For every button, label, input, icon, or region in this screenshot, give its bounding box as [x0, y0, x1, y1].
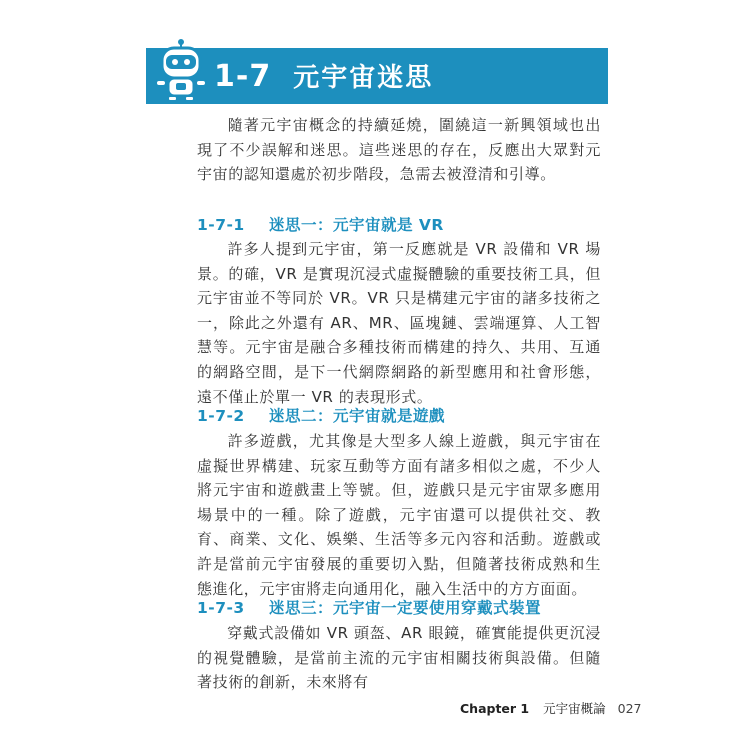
subsection-number: 1-7-2: [197, 407, 245, 425]
footer-chapter: Chapter 1: [460, 701, 530, 716]
subsection-paragraph: [197, 621, 601, 695]
subsection-heading: [197, 404, 445, 426]
subsection-body: 許多遊戲，尤其像是大型多人線上遊戲，與元宇宙在虛擬世界構建、玩家互動等方面有諸多相似之處，不少人將元宇宙和遊戲畫上等號。但，遊戲只是元宇宙眾多應用場景中的一種。除了遊戲，元宇宙還可以提供社交、教育、商業、文化、娛樂、生活等多元內容和活動。遊戲或許是當前元宇宙發展的重要切入點，但隨著技術成熟和生態進化，元宇宙將走向通用化，融入生活中的方方面面。: [197, 432, 601, 598]
subsection-heading: [197, 596, 541, 618]
subsection-paragraph: [197, 237, 601, 409]
vr-robot-mascot-icon: [148, 38, 214, 102]
page-number: 027: [617, 701, 642, 716]
section-title: 元宇宙迷思: [293, 63, 434, 93]
subsection-body: 穿戴式設備如 VR 頭盔、AR 眼鏡，確實能提供更沉浸的視覺體驗，是當前主流的元宇宙相關技術與設備。但隨著技術的創新，未來將有: [197, 624, 601, 692]
subsection-number: 1-7-3: [197, 599, 245, 617]
subsection-title: 迷思二：元宇宙就是遊戲: [269, 407, 446, 425]
subsection-body: 許多人提到元宇宙，第一反應就是 VR 設備和 VR 場景。的確，VR 是實現沉浸式虛擬體驗的重要技術工具，但元宇宙並不等同於 VR。VR 只是構建元宇宙的諸多技術之一，除此之外還有 AR、MR、區塊鏈、雲端運算、人工智慧等。元宇宙是融合多種技術而構建的持久、共用、互通的網路空間，是下一代網際網路的新型應用和社會形態，遠不僅止於單一 VR 的表現形式。: [197, 240, 601, 406]
subsection-title: 迷思一：元宇宙就是 VR: [269, 216, 444, 234]
footer-chapter-title: 元宇宙概論: [543, 701, 606, 716]
subsection-heading: [197, 213, 444, 235]
subsection-number: 1-7-1: [197, 216, 245, 234]
subsection-paragraph: [197, 429, 601, 601]
page-title: [214, 55, 433, 99]
subsection-title: 迷思三：元宇宙一定要使用穿戴式裝置: [269, 599, 542, 617]
intro-paragraph: [197, 113, 601, 187]
section-number: 1-7: [214, 59, 272, 94]
intro-text: 隨著元宇宙概念的持續延燒，圍繞這一新興領域也出現了不少誤解和迷思。這些迷思的存在，反應出大眾對元宇宙的認知還處於初步階段，急需去被澄清和引導。: [197, 116, 601, 184]
page-footer: [460, 699, 642, 717]
